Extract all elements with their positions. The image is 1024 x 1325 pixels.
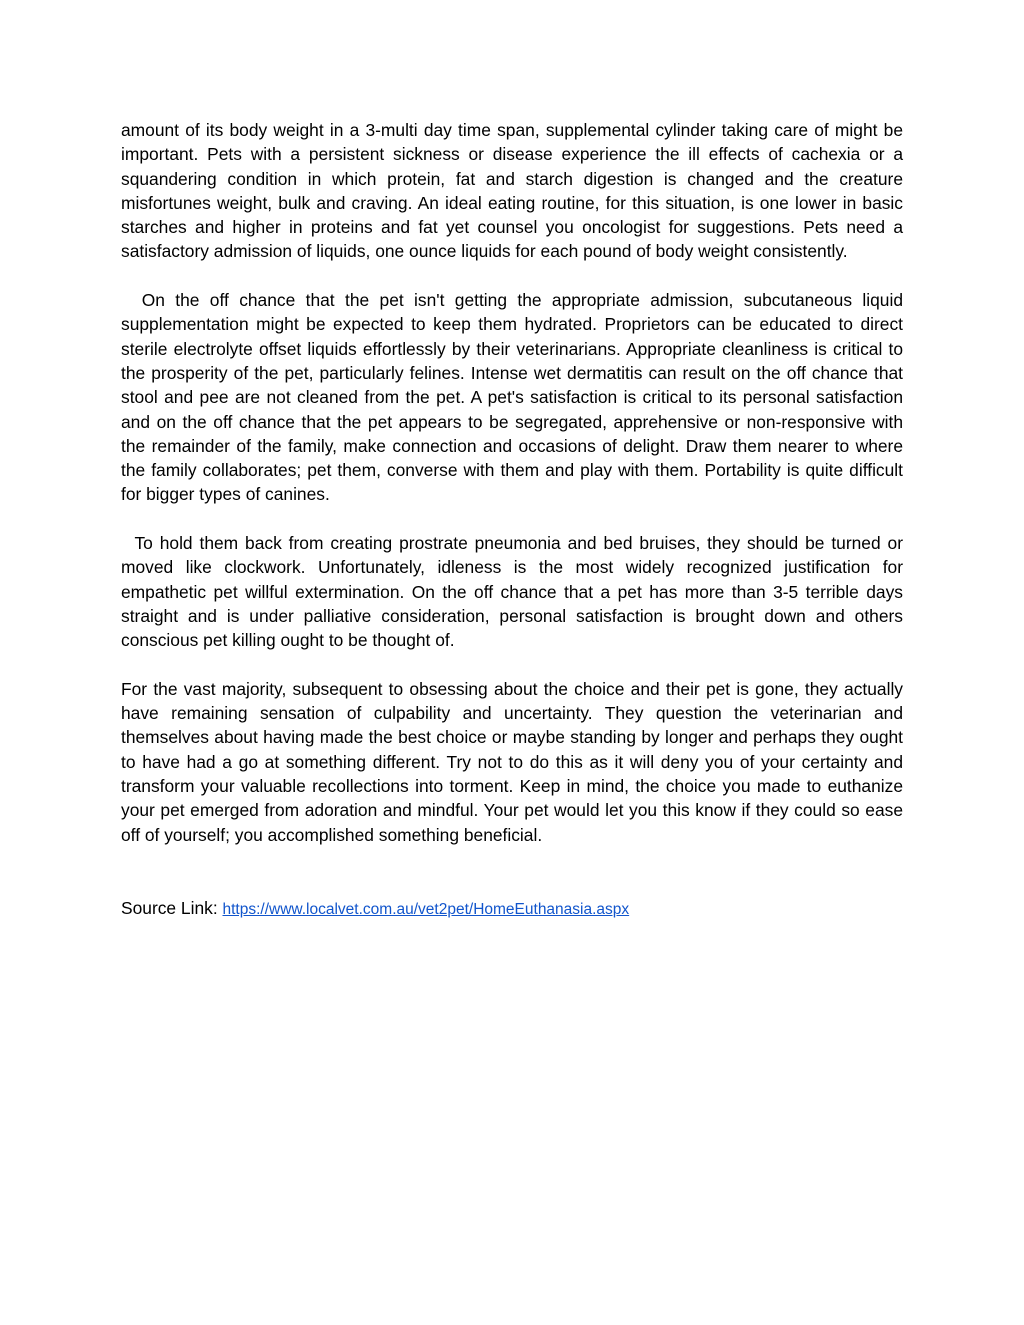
paragraph-mobility: To hold them back from creating prostrate pneumonia and bed bruises, they should be turned or moved like clockwork. Unfortunately, idleness is the most widely recognized justification for empathetic pet willful extermination. On the off chance that a pet has more than 3-5 terrible days straight and is under palliative consideration, personal satisfaction is brought down and others conscious pet killing ought to be thought of. <box>121 533 903 651</box>
source-label: Source Link: <box>121 897 223 918</box>
source-line <box>121 896 903 922</box>
document-body <box>121 118 903 922</box>
paragraph-hydration: On the off chance that the pet isn't getting the appropriate admission, subcutaneous liquid supplementation might be expected to keep them hydrated. Proprietors can be educated to direct sterile electrolyte offset liquids effortlessly by their veterinarians. Appropriate cleanliness is critical to the prosperity of the pet, particularly felines. Intense wet dermatitis can result on the off chance that stool and pee are not cleaned from the pet. A pet's satisfaction is critical to its personal satisfaction and on the off chance that the pet appears to be segregated, apprehensive or non-responsive with the remainder of the family, make connection and occasions of delight. Draw them nearer to where the family collaborates; pet them, converse with them and play with them. Portability is quite difficult for bigger types of canines. <box>121 290 903 505</box>
paragraph-nutrition: amount of its body weight in a 3-multi day time span, supplemental cylinder taking care of might be important. Pets with a persistent sickness or disease experience the ill effects of cachexia or a squandering condition in which protein, fat and starch digestion is changed and the creature misfortunes weight, bulk and craving. An ideal eating routine, for this situation, is one lower in basic starches and higher in proteins and fat yet counsel you oncologist for suggestions. Pets need a satisfactory admission of liquids, one ounce liquids for each pound of body weight consistently. <box>121 120 903 262</box>
paragraph-guilt: For the vast majority, subsequent to obsessing about the choice and their pet is gone, they actually have remaining sensation of culpability and uncertainty. They question the veterinarian and themselves about having made the best choice or maybe standing by longer and perhaps they ought to have had a go at something different. Try not to do this as it will deny you of your certainty and transform your valuable recollections into torment. Keep in mind, the choice you made to euthanize your pet emerged from adoration and mindful. Your pet would let you this know if they could so ease off of yourself; you accomplished something beneficial. <box>121 678 903 845</box>
source-link[interactable]: https://www.localvet.com.au/vet2pet/HomeEuthanasia.aspx <box>222 900 630 918</box>
